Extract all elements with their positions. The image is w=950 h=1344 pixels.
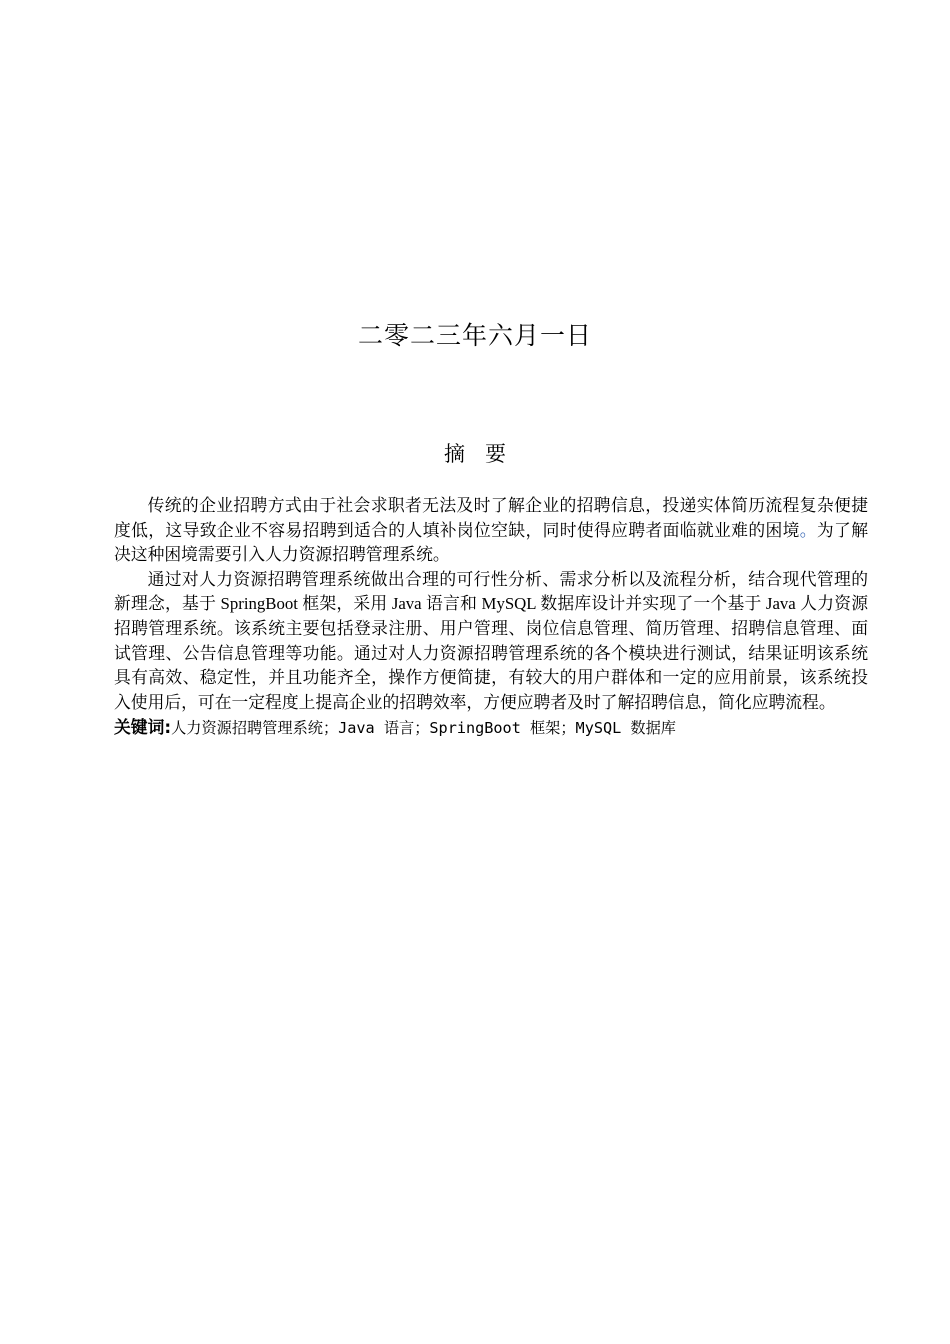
document-date: 二零二三年六月一日: [357, 321, 592, 350]
keywords-line: [114, 715, 868, 741]
abstract-paragraph-2: [114, 568, 868, 716]
abstract-body: [114, 494, 868, 741]
keywords-label: 关键词:: [114, 717, 172, 738]
paragraph-1-tail: 为了解决这种困境需要引入人力资源招聘管理系统。: [114, 520, 868, 565]
paragraph-1-period: 。: [799, 520, 817, 540]
paragraph-2-text: 通过对人力资源招聘管理系统做出合理的可行性分析、需求分析以及流程分析，结合现代管理的新理念，基于 SpringBoot 框架，采用 Java 语言和 MySQL 数据库设计并实现了一个基于 Java 人力资源招聘管理系统。该系统主要包括登录注册、用户管理、岗位信息管理、简历管理、招聘信息管理、面试管理、公告信息管理等功能。通过对人力资源招聘管理系统的各个模块进行测试，结果证明该系统具有高效、稳定性，并且功能齐全，操作方便简捷，有较大的用户群体和一定的应用前景，该系统投入使用后，可在一定程度上提高企业的招聘效率，方便应聘者及时了解招聘信息，简化应聘流程。: [114, 569, 868, 712]
paragraph-1-text: 传统的企业招聘方式由于社会求职者无法及时了解企业的招聘信息，投递实体简历流程复杂便捷度低，这导致企业不容易招聘到适合的人填补岗位空缺，同时使得应聘者面临就业难的困境: [114, 496, 868, 540]
abstract-heading: 摘要: [444, 442, 526, 466]
keywords-list: 人力资源招聘管理系统；Java 语言；SpringBoot 框架；MySQL 数据库: [171, 719, 676, 738]
abstract-paragraph-1: [114, 494, 868, 568]
